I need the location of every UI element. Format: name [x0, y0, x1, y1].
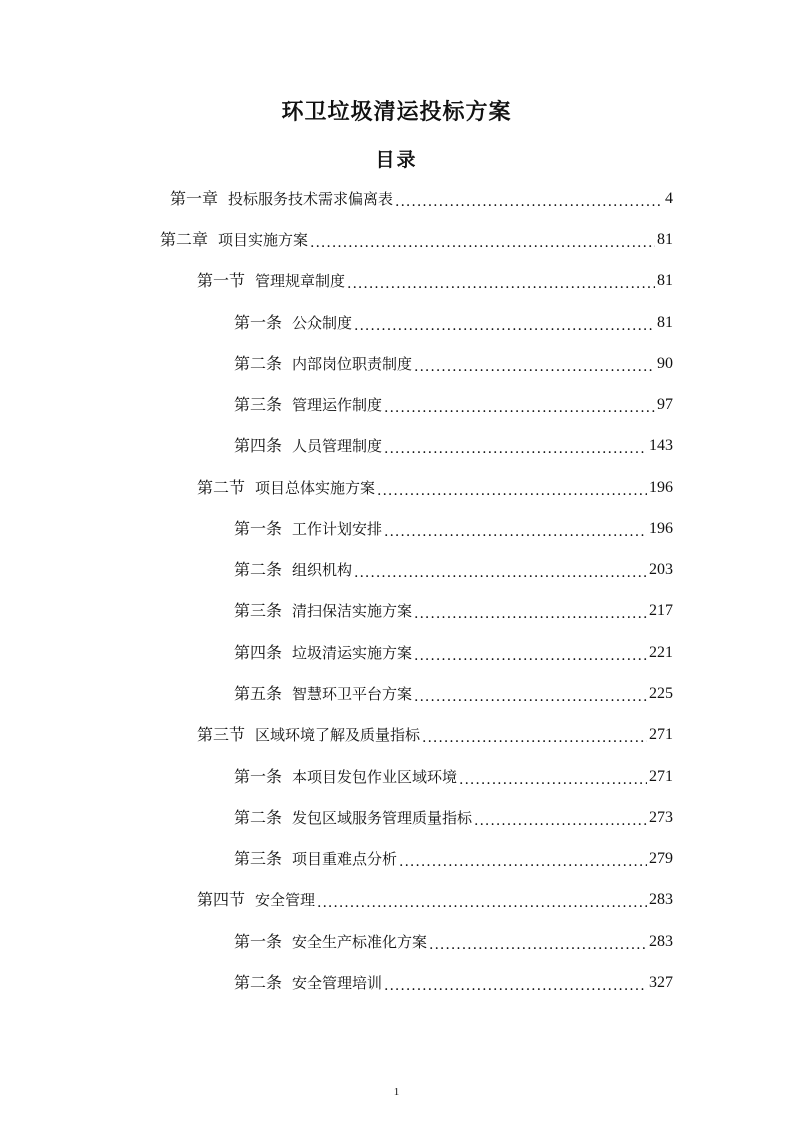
- toc-entry-title: 项目重难点分析: [292, 850, 398, 868]
- toc-entry-section[interactable]: [197, 885, 673, 911]
- toc-entry-label: 第三条: [234, 395, 283, 414]
- toc-leader-dots: [310, 229, 655, 251]
- toc-leader-dots: [414, 642, 647, 664]
- toc-entry-title: 智慧环卫平台方案: [292, 685, 413, 703]
- toc-leader-dots: [384, 518, 647, 540]
- toc-entry-title: 项目总体实施方案: [255, 479, 376, 497]
- toc-leader-dots: [384, 435, 647, 457]
- toc-entry-page: 283: [649, 891, 673, 908]
- toc-entry-title: 人员管理制度: [292, 437, 383, 455]
- toc-entry-title: 项目实施方案: [218, 231, 309, 249]
- toc-leader-dots: [474, 807, 647, 829]
- toc-entry-label: 第二条: [234, 808, 283, 827]
- toc-leader-dots: [384, 394, 655, 416]
- toc-entry-page: 225: [649, 685, 673, 702]
- toc-entry-article[interactable]: [234, 927, 673, 953]
- toc-entry-article[interactable]: [234, 308, 673, 334]
- toc-leader-dots: [384, 972, 647, 994]
- toc-entry-title: 发包区域服务管理质量指标: [292, 809, 473, 827]
- toc-entry-page: 273: [649, 809, 673, 826]
- toc-entry-label: 第一条: [234, 767, 283, 786]
- toc-entry-title: 公众制度: [292, 314, 353, 332]
- toc-leader-dots: [414, 353, 655, 375]
- toc-leader-dots: [395, 188, 663, 210]
- toc-entry-label: 第一条: [234, 932, 283, 951]
- toc-entry-article[interactable]: [234, 514, 673, 540]
- toc-entry-label: 第五条: [234, 684, 283, 703]
- toc-entry-section[interactable]: [197, 720, 673, 746]
- toc-entry-label: 第四条: [234, 643, 283, 662]
- toc-entry-page: 4: [665, 190, 673, 207]
- toc-entry-title: 清扫保洁实施方案: [292, 602, 413, 620]
- toc-entry-page: 327: [649, 974, 673, 991]
- toc-entry-page: 221: [649, 644, 673, 661]
- toc-entry-article[interactable]: [234, 679, 673, 705]
- toc-entry-label: 第三条: [234, 849, 283, 868]
- toc-entry-section[interactable]: [197, 473, 673, 499]
- toc-entry-title: 安全管理: [255, 891, 316, 909]
- toc-entry-article[interactable]: [234, 596, 673, 622]
- toc-entry-title: 垃圾清运实施方案: [292, 644, 413, 662]
- toc-entry-label: 第一条: [234, 519, 283, 538]
- toc-entry-label: 第四条: [234, 436, 283, 455]
- toc-leader-dots: [414, 683, 647, 705]
- toc-entry-page: 271: [649, 726, 673, 743]
- toc-entry-article[interactable]: [234, 431, 673, 457]
- toc-entry-chapter-1[interactable]: [170, 184, 673, 210]
- toc-entry-label: 第二条: [234, 560, 283, 579]
- toc-entry-article[interactable]: [234, 390, 673, 416]
- document-title: 环卫垃圾清运投标方案: [281, 100, 512, 125]
- toc-entry-label: 第三条: [234, 601, 283, 620]
- toc-entry-page: 81: [657, 314, 673, 331]
- toc-entry-label: 第二节: [197, 478, 246, 497]
- toc-entry-label: 第四节: [197, 890, 246, 909]
- toc-leader-dots: [377, 477, 647, 499]
- toc-entry-label: 第一章: [170, 189, 219, 208]
- toc-leader-dots: [399, 848, 647, 870]
- toc-entry-article[interactable]: [234, 762, 673, 788]
- toc-entry-article[interactable]: [234, 803, 673, 829]
- toc-entry-label: 第一条: [234, 313, 283, 332]
- toc-entry-page: 81: [657, 231, 673, 248]
- toc-entry-title: 管理运作制度: [292, 396, 383, 414]
- toc-entry-label: 第三节: [197, 725, 246, 744]
- toc-entry-label: 第二章: [160, 230, 209, 249]
- toc-entry-section[interactable]: [197, 266, 673, 292]
- toc-entry-label: 第二条: [234, 354, 283, 373]
- toc-entry-label: 第二条: [234, 973, 283, 992]
- toc-entry-title: 投标服务技术需求偏离表: [228, 190, 394, 208]
- toc-entry-title: 安全生产标准化方案: [292, 933, 428, 951]
- toc-heading: 目录: [375, 149, 418, 171]
- toc-entry-page: 143: [649, 437, 673, 454]
- toc-leader-dots: [422, 724, 647, 746]
- toc-entry-title: 工作计划安排: [292, 520, 383, 538]
- toc-entry-page: 279: [649, 850, 673, 867]
- toc-entry-page: 203: [649, 561, 673, 578]
- toc-entry-page: 271: [649, 768, 673, 785]
- toc-entry-chapter-2[interactable]: [160, 225, 673, 251]
- toc-entry-title: 内部岗位职责制度: [292, 355, 413, 373]
- toc-entry-article[interactable]: [234, 844, 673, 870]
- toc-entry-page: 81: [657, 272, 673, 289]
- toc-entry-page: 97: [657, 396, 673, 413]
- toc-entry-article[interactable]: [234, 968, 673, 994]
- toc-leader-dots: [459, 766, 647, 788]
- toc-entry-article[interactable]: [234, 638, 673, 664]
- toc-entry-page: 283: [649, 933, 673, 950]
- toc-entry-title: 安全管理培训: [292, 974, 383, 992]
- toc-entry-title: 组织机构: [292, 561, 353, 579]
- toc-leader-dots: [354, 559, 647, 581]
- toc-entry-title: 本项目发包作业区域环境: [292, 768, 458, 786]
- toc-entry-page: 196: [649, 520, 673, 537]
- toc-entry-article[interactable]: [234, 349, 673, 375]
- toc-entry-article[interactable]: [234, 555, 673, 581]
- toc-entry-page: 217: [649, 602, 673, 619]
- toc-entry-title: 区域环境了解及质量指标: [255, 726, 421, 744]
- toc-leader-dots: [354, 312, 655, 334]
- toc-leader-dots: [414, 600, 647, 622]
- toc-entry-label: 第一节: [197, 271, 246, 290]
- toc-entry-page: 196: [649, 479, 673, 496]
- toc-leader-dots: [347, 270, 655, 292]
- toc-leader-dots: [317, 889, 647, 911]
- toc-entry-title: 管理规章制度: [255, 272, 346, 290]
- page-number: 1: [393, 1086, 400, 1098]
- toc-leader-dots: [429, 931, 647, 953]
- toc-entry-page: 90: [657, 355, 673, 372]
